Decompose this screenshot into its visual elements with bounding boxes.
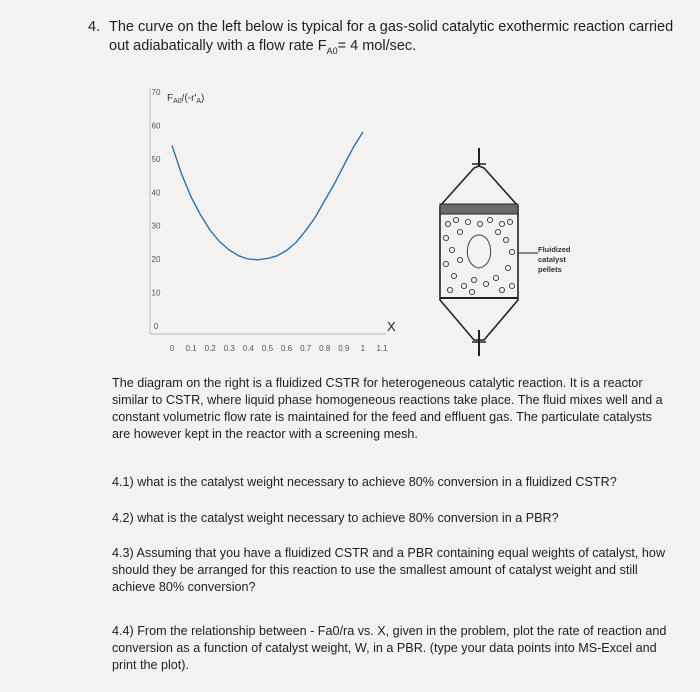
x-tick-label: 1.1 xyxy=(376,344,388,353)
y-tick-label: 70 xyxy=(151,88,161,97)
catalyst-pellets xyxy=(443,217,514,294)
question-4-3: 4.3) Assuming that you have a fluidized CSTR and a PBR containing equal weights of catalyst, how should they be arranged for this reaction to use the smallest amount of catalyst weight and still achieve 80% conversion? xyxy=(112,546,666,594)
screening-mesh-top xyxy=(440,204,518,214)
y-tick-labels xyxy=(152,88,161,331)
levenspiel-curve xyxy=(172,132,363,260)
catalyst-pellet xyxy=(487,217,492,222)
x-axis-label: X xyxy=(387,319,396,334)
x-tick-label: 0.4 xyxy=(242,344,254,353)
y-tick-label: 10 xyxy=(151,288,161,298)
question-4-4: 4.4) From the relationship between - Fa0/ra vs. X, given in the problem, plot the rate of reaction and conversion as a function of catalyst weight, W, in a PBR. (type your data points into MS-Excel and print the plot). xyxy=(112,624,667,672)
catalyst-pellet xyxy=(461,283,466,288)
catalyst-pellet xyxy=(445,221,450,226)
catalyst-pellet xyxy=(447,287,452,292)
question-line-2: out adiabatically with a flow rate F xyxy=(109,38,327,54)
reactor-label-line-1: Fluidized xyxy=(538,245,571,254)
x-tick-label: 0 xyxy=(169,344,175,353)
catalyst-pellet xyxy=(457,257,462,262)
y-axis-label: $F_{A0}/(-r'_A)$ xyxy=(167,93,205,105)
x-tick-label: 0.3 xyxy=(223,344,235,353)
x-tick-label: 0.9 xyxy=(338,344,350,353)
question-statement xyxy=(109,18,684,61)
catalyst-pellet xyxy=(507,219,512,224)
catalyst-pellet xyxy=(477,221,482,226)
flow-value: = 4 mol/sec. xyxy=(337,38,417,54)
flow-subscript: A0 xyxy=(326,45,338,56)
catalyst-pellet xyxy=(509,283,514,288)
catalyst-pellet xyxy=(509,249,514,254)
catalyst-pellet xyxy=(483,281,488,286)
x-tick-label: 0.7 xyxy=(300,344,312,353)
catalyst-pellet xyxy=(443,235,448,240)
question-4-2: 4.2) what is the catalyst weight necessary to achieve 80% conversion in a PBR? xyxy=(112,511,559,525)
question-number: 4. xyxy=(88,19,101,35)
catalyst-pellet xyxy=(469,289,474,294)
catalyst-pellet xyxy=(471,277,476,282)
y-tick-label: 20 xyxy=(151,255,161,265)
catalyst-pellet xyxy=(465,219,470,224)
mixing-loop xyxy=(467,235,490,268)
y-tick-label: 40 xyxy=(151,188,161,198)
y-tick-label: 30 xyxy=(151,221,161,231)
catalyst-pellet xyxy=(495,229,500,234)
reactor-label-line-2: catalyst xyxy=(538,255,566,264)
reactor-label-line-3: pellets xyxy=(538,265,562,274)
catalyst-pellet xyxy=(505,265,510,270)
description-paragraph: The diagram on the right is a fluidized CSTR for heterogeneous catalytic reaction. It is a reactor similar to CSTR, where liquid phase homogeneous reactions take place. The fluid mixes well and a constant volumetric flow rate is maintained for the feed and effluent gas. The particulate catalysts are however kept in the reactor with a screening mesh. xyxy=(112,376,663,441)
catalyst-pellet xyxy=(499,221,504,226)
y-tick-label: 50 xyxy=(151,154,161,164)
catalyst-pellet xyxy=(457,229,462,234)
catalyst-pellet xyxy=(503,237,508,242)
fluidized-cstr-diagram xyxy=(420,140,600,360)
x-tick-label: 0.5 xyxy=(261,344,274,353)
levenspiel-chart xyxy=(130,80,420,360)
levenspiel-chart-svg xyxy=(130,80,420,360)
x-tick-labels xyxy=(170,344,388,353)
x-tick-label: 1 xyxy=(360,344,366,353)
y-tick-label: 60 xyxy=(151,121,161,131)
catalyst-pellet xyxy=(449,247,454,252)
x-tick-label: 0.6 xyxy=(280,344,293,353)
catalyst-pellet xyxy=(453,217,458,222)
catalyst-pellet xyxy=(499,287,504,292)
y-tick-label: 0 xyxy=(153,322,159,331)
reactor-svg xyxy=(420,140,600,360)
catalyst-pellet xyxy=(493,275,498,280)
question-line-1: The curve on the left below is typical for a gas-solid catalytic exothermic reaction carried xyxy=(109,19,674,35)
x-tick-label: 0.8 xyxy=(319,344,331,353)
catalyst-pellet xyxy=(443,261,448,266)
x-tick-label: 0.2 xyxy=(204,344,216,353)
question-4-1: 4.1) what is the catalyst weight necessary to achieve 80% conversion in a fluidized CSTR? xyxy=(112,475,617,489)
catalyst-pellet xyxy=(451,273,456,278)
x-tick-label: 0.1 xyxy=(185,344,197,353)
